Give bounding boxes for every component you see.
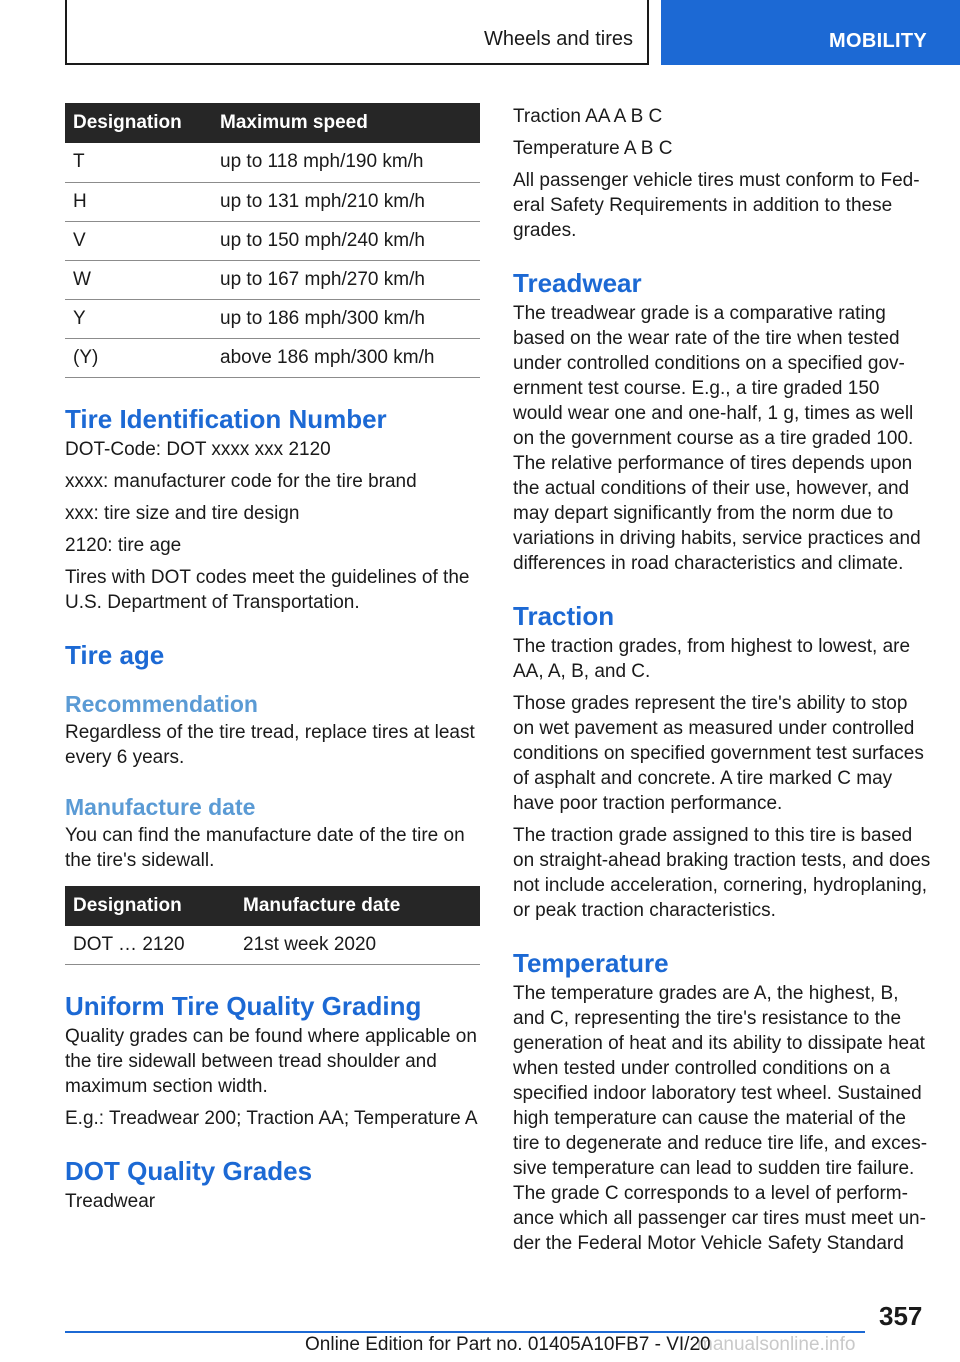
left-column [65, 103, 480, 1214]
table-row [65, 338, 480, 377]
speed-designation: Y [65, 299, 212, 338]
table-row [65, 182, 480, 221]
utqg-heading: Uniform Tire Quality Grading [65, 991, 422, 1021]
temperature-text: The temperature grades are A, the highest, B, and C, representing the tire's resistance to the generation of heat and its ability to dissipate heat when tested under controlled conditions on a specified indoor laboratory test wheel. Sustained high temperature can cause the material of the tire to degenerate and reduce tire life, and excessive temperature can lead to sudden tire failure. The grade C corresponds to a level of performance which all passenger car tires must meet under the Federal Motor Vehicle Safety Standard [513, 983, 928, 1254]
table-row [65, 926, 480, 965]
tin-age: 2120: tire age [65, 534, 182, 556]
date-table-header-date: Manufacture date [235, 886, 480, 926]
traction-heading: Traction [513, 601, 615, 631]
speed-value: up to 131 mph/210 km/h [212, 182, 480, 221]
date-designation: DOT … 2120 [65, 926, 235, 965]
speed-value: up to 167 mph/270 km/h [212, 260, 480, 299]
date-table-header [65, 886, 480, 926]
speed-table-header-max-speed: Maximum speed [212, 103, 480, 143]
tin-dot-code: DOT-Code: DOT xxxx xxx 2120 [65, 438, 331, 460]
manufacture-date-text: You can find the manufacture date of the tire on the tire's sidewall. [65, 824, 465, 871]
temperature-heading: Temperature [513, 948, 669, 978]
utqg-example: E.g.: Treadwear 200; Traction AA; Temperature A [65, 1108, 478, 1129]
speed-value: up to 118 mph/190 km/h [212, 143, 480, 182]
recommendation-text: Regardless of the tire tread, replace tires at least every 6 years. [65, 721, 475, 768]
header-section-box [65, 0, 649, 65]
utqg-text: Quality grades can be found where applicable on the tire sidewall between tread shoulder and maximum section width. [65, 1026, 477, 1097]
header-chapter-title: MOBILITY [829, 30, 927, 52]
tin-manufacturer-code: xxxx: manufacturer code for the tire brand [65, 470, 417, 492]
speed-designation: T [65, 143, 212, 182]
speed-designation: V [65, 221, 212, 260]
tire-age-heading: Tire age [65, 639, 165, 670]
header-section-title: Wheels and tires [484, 28, 633, 50]
tin-heading: Tire Identification Number [65, 403, 387, 434]
header-chapter-tab [661, 0, 960, 65]
speed-value: above 186 mph/300 km/h [212, 338, 480, 377]
footer-divider [65, 1331, 865, 1333]
date-value: 21st week 2020 [235, 926, 480, 965]
speed-designation: W [65, 260, 212, 299]
tin-dot-guidelines: Tires with DOT codes meet the guidelines of the U.S. Department of Transportation. [65, 566, 470, 613]
dot-grades-temperature: Temperature A B C [513, 138, 673, 159]
dot-grades-heading: DOT Quality Grades [65, 1156, 313, 1186]
speed-value: up to 186 mph/300 km/h [212, 299, 480, 338]
dot-grades-traction: Traction AA A B C [513, 106, 663, 127]
right-column [513, 104, 933, 1256]
dot-grades-conformance: All passenger vehicle tires must conform to Federal Safety Requirements in addition to these grades. [513, 170, 920, 241]
page-number: 357 [879, 1301, 923, 1331]
treadwear-text: The treadwear grade is a comparative rating based on the wear rate of the tire when tested under controlled conditions on a specified government test course. E.g., a tire graded 150 would wear one and one-half, 1 g, times as well on the government course as a tire graded 100. The relative performance of tires depends upon the actual conditions of their use, however, and may depart significantly from the norm due to variations in driving habits, service practices and differences in road characteristics and climate. [513, 303, 921, 574]
speed-value: up to 150 mph/240 km/h [212, 221, 480, 260]
speed-table-header-designation: Designation [65, 103, 212, 143]
table-row [65, 143, 480, 182]
traction-text-grades: The traction grades, from highest to lowest, are AA, A, B, and C. [513, 636, 911, 682]
dot-grades-treadwear: Treadwear [65, 1191, 156, 1212]
manufacture-date-table [65, 886, 480, 966]
table-row [65, 299, 480, 338]
tin-size-design: xxx: tire size and tire design [65, 502, 300, 524]
footer-edition: Online Edition for Part no. 01405A10FB7 - VI/20 [305, 1334, 711, 1355]
treadwear-heading: Treadwear [513, 268, 642, 298]
table-row [65, 260, 480, 299]
footer-watermark: manualsonline.info [697, 1334, 856, 1355]
date-table-header-designation: Designation [65, 886, 235, 926]
manufacture-date-heading: Manufacture date [65, 793, 256, 820]
speed-designation: H [65, 182, 212, 221]
traction-text-ability: Those grades represent the tire's ability to stop on wet pavement as measured under controlled conditions on specified government test surfaces of asphalt and concrete. A tire marked C may have poor traction performance. [513, 693, 924, 814]
speed-table [65, 103, 480, 378]
table-row [65, 221, 480, 260]
speed-designation: (Y) [65, 338, 212, 377]
recommendation-heading: Recommendation [65, 690, 258, 717]
traction-text-tests: The traction grade assigned to this tire is based on straight-ahead braking traction tests, and does not include acceleration, cornering, hydroplaning, or peak traction characteristics. [513, 825, 931, 921]
speed-table-header [65, 103, 480, 143]
